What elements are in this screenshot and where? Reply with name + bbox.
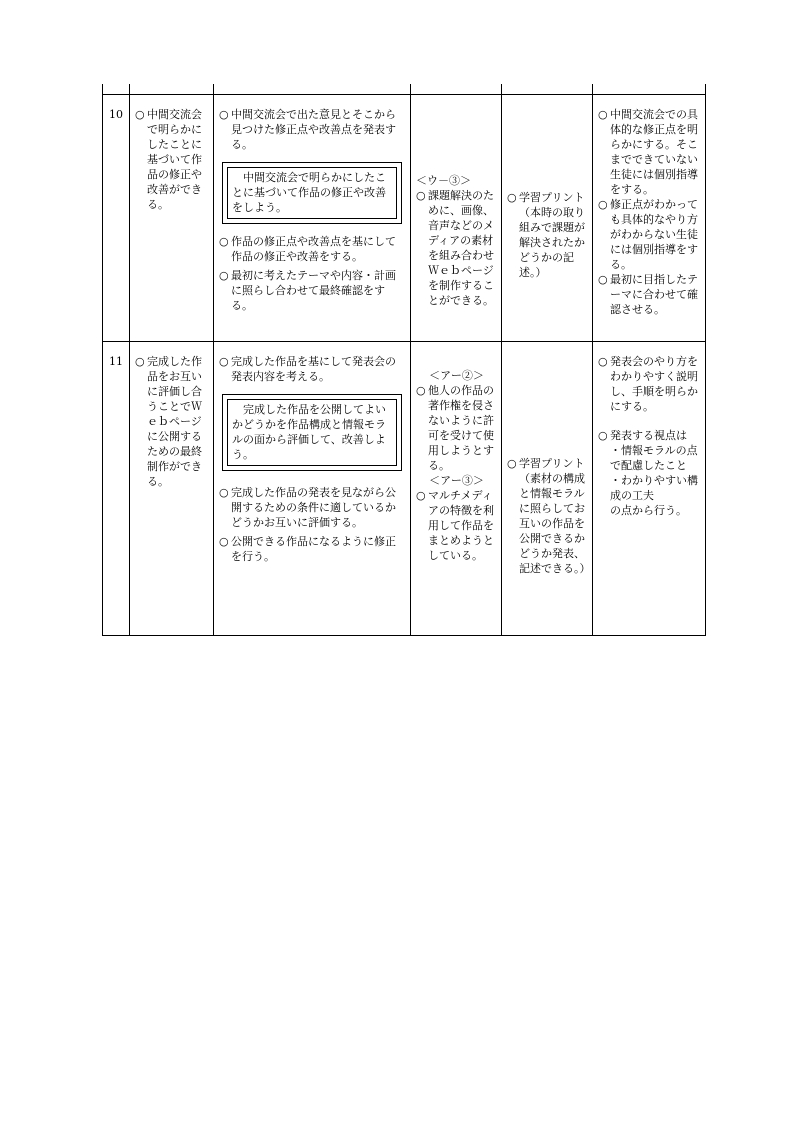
activity-item: 作品の修正点や改善点を基にして作品の修正や改善をする。 <box>231 235 396 263</box>
evaluation-cell <box>411 95 502 342</box>
table-row <box>103 342 706 636</box>
bullet-circle-icon: ○ <box>598 273 608 286</box>
bullet-circle-icon: ○ <box>598 355 608 368</box>
support-item: 発表する視点は <box>610 429 687 442</box>
goal-cell <box>130 95 214 342</box>
method-cell <box>502 95 593 342</box>
support-cell <box>593 95 706 342</box>
activity-item: 公開できる作品になるように修正を行う。 <box>231 535 396 563</box>
task-box-text: 完成した作品を公開してよいかどうかを作品構成と情報モラルの面から評価して、改善しよう。 <box>227 399 397 466</box>
bullet-circle-icon: ○ <box>219 486 229 499</box>
goal-text: 完成した作品をお互いに評価し合うことでＷｅｂページに公開するための最終制作ができる。 <box>147 355 202 488</box>
support-item: 中間交流会での具体的な修正点を明らかにする。そこまでできていない生徒には個別指導をする。 <box>610 108 698 196</box>
activity-cell <box>214 95 411 342</box>
bullet-circle-icon: ○ <box>219 355 229 368</box>
bullet-circle-icon: ○ <box>135 108 145 121</box>
support-item: 修正点がわかっても具体的なやり方がわからない生徒には個別指導をする。 <box>610 198 698 271</box>
bullet-circle-icon: ○ <box>219 535 229 548</box>
bullet-circle-icon: ○ <box>416 384 426 397</box>
bullet-circle-icon: ○ <box>507 457 517 470</box>
goal-cell <box>130 342 214 636</box>
activity-item: 最初に考えたテーマや内容・計画に照らし合わせて最終確認をする。 <box>231 269 396 312</box>
method-note: （本時の取り組みで課題が解決されたかどうかの記述。） <box>519 206 585 279</box>
bullet-circle-icon: ○ <box>416 189 426 202</box>
evaluation-item: 他人の作品の著作権を侵さないように許可を受けて使用しようとする。 <box>428 384 494 472</box>
lesson-number: 11 <box>103 342 130 636</box>
lesson-plan-table <box>102 84 706 636</box>
bullet-circle-icon: ○ <box>219 108 229 121</box>
support-cell <box>593 342 706 636</box>
bullet-circle-icon: ○ <box>598 108 608 121</box>
table-row <box>103 95 706 342</box>
evaluation-cell <box>411 342 502 636</box>
activity-item: 中間交流会で出た意見とそこから見つけた修正点や改善点を発表する。 <box>231 108 396 151</box>
task-box <box>222 162 402 224</box>
evaluation-item: 課題解決のために、画像、音声などのメディアの素材を組み合わせＷｅｂページを制作することができる。 <box>428 189 494 307</box>
support-subitem: の点から行う。 <box>610 504 687 517</box>
activity-cell <box>214 342 411 636</box>
evaluation-item: マルチメディアの特徴を利用して作品をまとめようとしている。 <box>428 489 494 562</box>
bullet-circle-icon: ○ <box>219 235 229 248</box>
goal-text: 中間交流会で明らかにしたことに基づいて作品の修正や改善ができる。 <box>147 108 202 211</box>
evaluation-tag: ＜ウ－③＞ <box>416 174 471 187</box>
bullet-circle-icon: ○ <box>135 355 145 368</box>
bullet-circle-icon: ○ <box>219 269 229 282</box>
task-box-text: 中間交流会で明らかにしたことに基づいて作品の修正や改善をしよう。 <box>227 167 397 219</box>
table-top-spacer-row <box>103 84 706 95</box>
support-subitem: ・情報モラルの点で配慮したこと <box>610 444 698 472</box>
method-item: 学習プリント <box>519 191 585 204</box>
method-cell <box>502 342 593 636</box>
evaluation-tag: ＜アー③＞ <box>429 474 484 487</box>
activity-item: 完成した作品を基にして発表会の発表内容を考える。 <box>231 355 396 383</box>
bullet-circle-icon: ○ <box>416 489 426 502</box>
activity-item: 完成した作品の発表を見ながら公開するための条件に適しているかどうかお互いに評価する。 <box>231 486 396 529</box>
method-note: （素材の構成と情報モラルに照らしてお互いの作品を公開できるかどうか発表、記述できる。） <box>519 472 591 575</box>
task-box <box>222 394 402 471</box>
evaluation-tag: ＜アー②＞ <box>429 369 484 382</box>
method-item: 学習プリント <box>519 457 585 470</box>
support-item: 発表会のやり方をわかりやすく説明し、手順を明らかにする。 <box>610 355 698 413</box>
bullet-circle-icon: ○ <box>598 198 608 211</box>
bullet-circle-icon: ○ <box>598 429 608 442</box>
support-item: 最初に目指したテーマに合わせて確認させる。 <box>610 273 698 316</box>
support-subitem: ・わかりやすい構成の工夫 <box>610 474 698 502</box>
lesson-number: 10 <box>103 95 130 342</box>
bullet-circle-icon: ○ <box>507 191 517 204</box>
